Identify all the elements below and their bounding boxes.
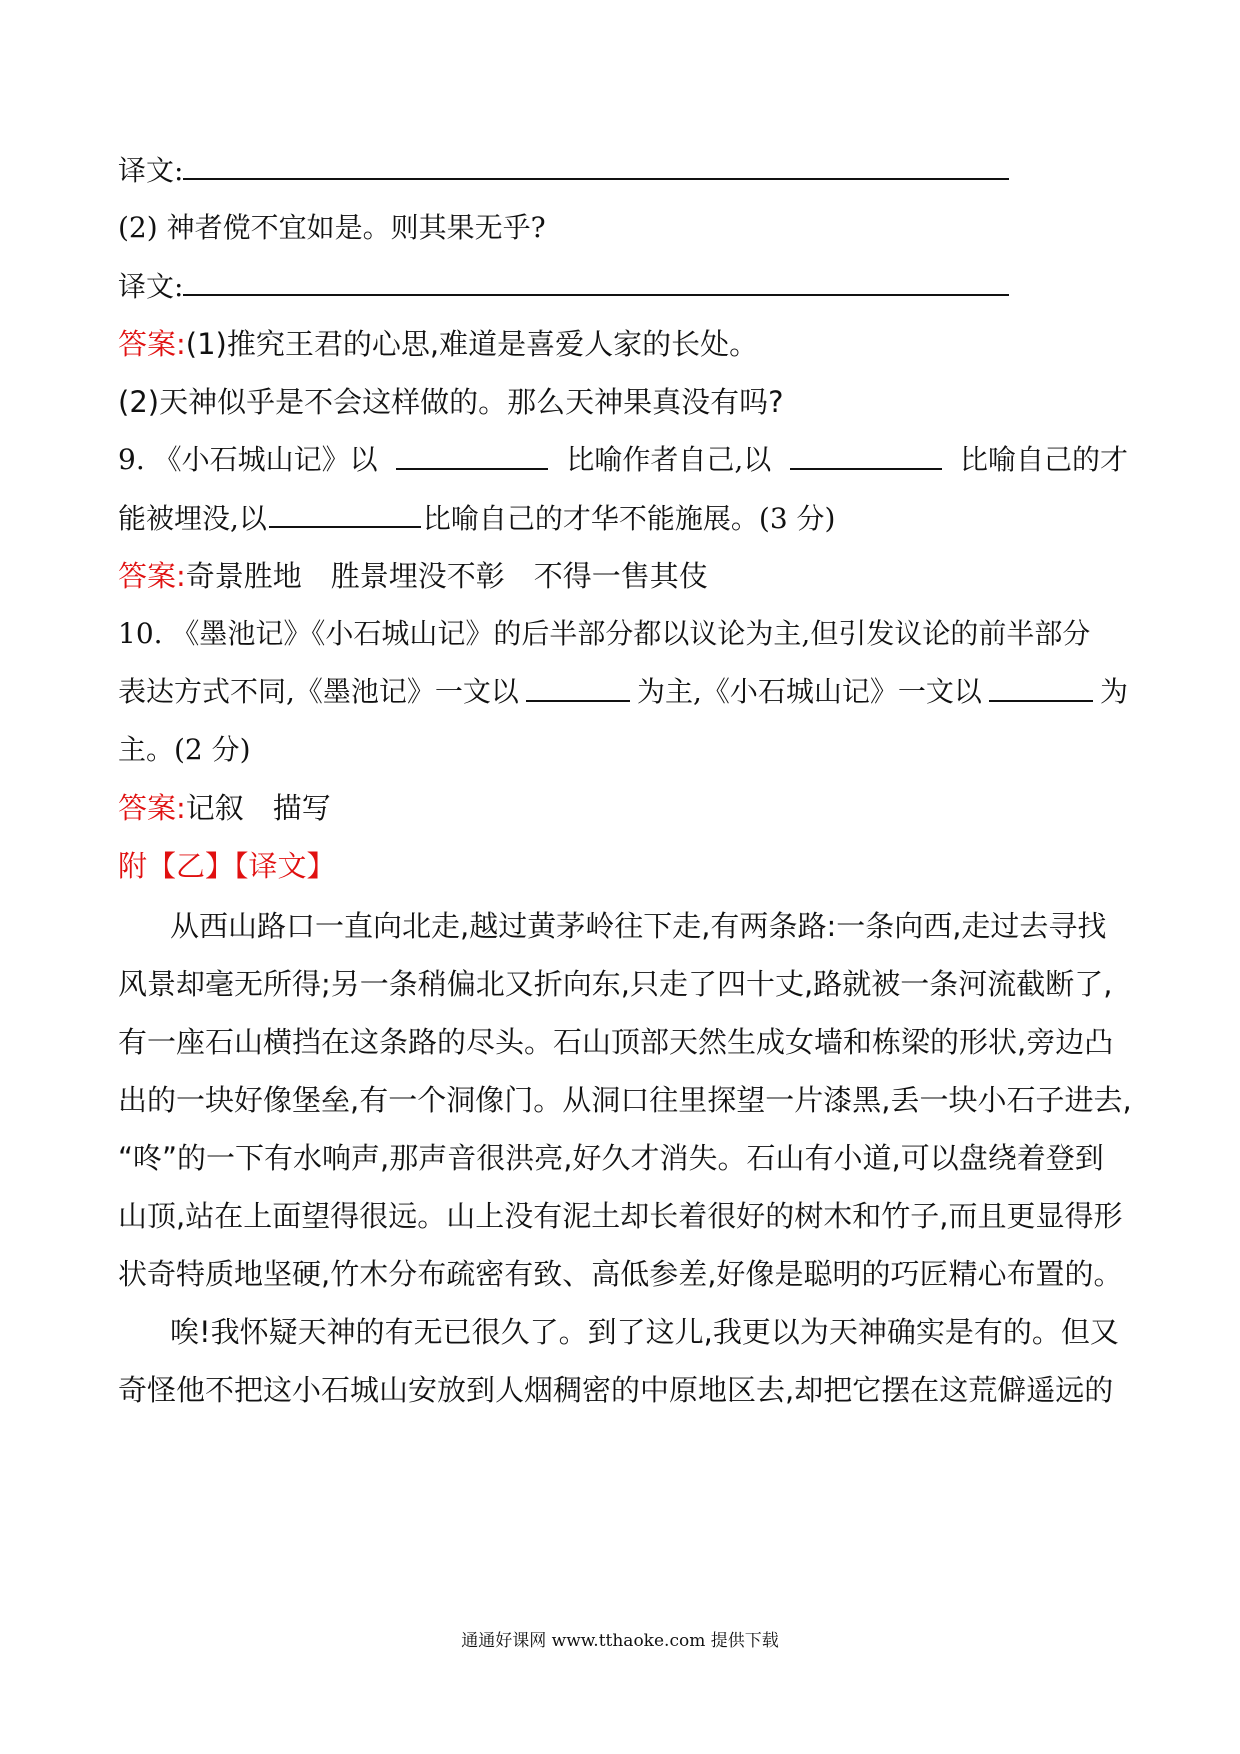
translation-line: 唉!我怀疑天神的有无已很久了。到了这儿,我更以为天神确实是有的。但又 <box>170 1315 1119 1349</box>
answer-text: 记叙 描写 <box>185 791 331 825</box>
q9-part-d: 能被埋没,以 <box>118 502 267 535</box>
q10-blank-2 <box>989 670 1093 702</box>
answer-label: 答案: <box>118 327 186 361</box>
translation-prompt-2 <box>118 264 1128 305</box>
q9-blank-1 <box>396 438 548 470</box>
question-9-line-1 <box>118 438 1128 478</box>
q10-blank-1 <box>526 670 630 702</box>
translation-line: 有一座石山横挡在这条路的尽头。石山顶部天然生成女墙和栋梁的形状,旁边凸 <box>118 1025 1114 1059</box>
answer-10 <box>118 786 1128 827</box>
q9-part-e: 比喻自己的才华不能施展。(3 分) <box>422 502 836 535</box>
question-8-2: (2) 神者傥不宜如是。则其果无乎? <box>118 211 546 244</box>
q9-part-a: 9. 《小石城山记》以 <box>118 443 378 476</box>
translation-line: 状奇特质地坚硬,竹木分布疏密有致、高低参差,好像是聪明的巧匠精心布置的。 <box>118 1257 1123 1291</box>
question-10-line-1: 10. 《墨池记》《小石城山记》的后半部分都以议论为主,但引发议论的前半部分 <box>118 617 1091 650</box>
question-9-line-2 <box>118 496 1128 537</box>
appendix-heading: 附【乙】【译文】 <box>118 849 336 883</box>
answer-8-2: (2)天神似乎是不会这样做的。那么天神果真没有吗? <box>118 385 784 419</box>
answer-line-2 <box>183 264 1009 296</box>
translation-line: “咚”的一下有水响声,那声音很洪亮,好久才消失。石山有小道,可以盘绕着登到 <box>118 1141 1104 1175</box>
answer-text: 奇景胜地 胜景埋没不彰 不得一售其伎 <box>185 559 708 593</box>
question-10-line-2 <box>118 670 1128 710</box>
page-footer: 通通好课网 www.tthaoke.com 提供下载 <box>461 1631 779 1651</box>
answer-label: 答案: <box>118 559 186 593</box>
answer-label: 答案: <box>118 791 186 825</box>
answer-9 <box>118 554 1128 595</box>
label-yiwen-1: 译文: <box>118 154 184 187</box>
answer-line-1 <box>183 148 1009 180</box>
q9-part-b: 比喻作者自己,以 <box>566 443 772 476</box>
translation-prompt-1 <box>118 148 1128 189</box>
q10-part-d: 为 <box>1099 675 1128 708</box>
question-10-line-3: 主。(2 分) <box>118 733 251 766</box>
answer-text: (1)推究王君的心思,难道是喜爱人家的长处。 <box>185 327 759 361</box>
translation-line: 出的一块好像堡垒,有一个洞像门。从洞口往里探望一片漆黑,丢一块小石子进去, <box>118 1083 1132 1117</box>
q10-part-c: 为主,《小石城山记》一文以 <box>636 675 982 708</box>
translation-line: 从西山路口一直向北走,越过黄茅岭往下走,有两条路:一条向西,走过去寻找 <box>170 909 1107 943</box>
q9-part-c: 比喻自己的才 <box>959 443 1128 476</box>
answer-8-1 <box>118 322 1128 363</box>
q9-blank-2 <box>790 438 942 470</box>
q9-blank-3 <box>269 496 421 528</box>
translation-line: 奇怪他不把这小石城山安放到人烟稠密的中原地区去,却把它摆在这荒僻遥远的 <box>118 1373 1114 1407</box>
translation-line: 山顶,站在上面望得很远。山上没有泥土却长着很好的树木和竹子,而且更显得形 <box>118 1199 1123 1233</box>
q10-part-b: 表达方式不同,《墨池记》一文以 <box>118 675 519 708</box>
label-yiwen-2: 译文: <box>118 270 184 303</box>
translation-line: 风景却毫无所得;另一条稍偏北又折向东,只走了四十丈,路就被一条河流截断了, <box>118 967 1113 1001</box>
